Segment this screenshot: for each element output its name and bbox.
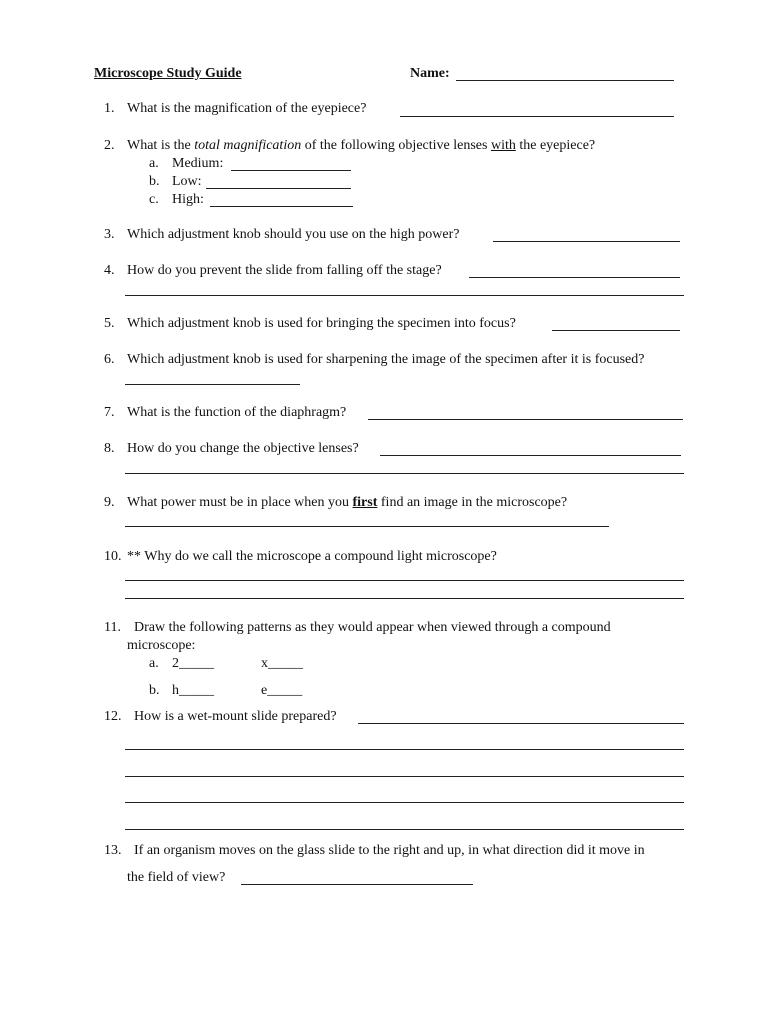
question-12-number: 12. [104, 709, 122, 724]
question-10-answer-line-2[interactable] [125, 598, 684, 599]
question-13-text-line1: If an organism moves on the glass slide to the right and up, in what direction did it move in [134, 843, 645, 858]
question-2-number: 2. [104, 138, 115, 153]
question-13-answer-line[interactable] [241, 884, 473, 885]
question-12-text: How is a wet-mount slide prepared? [134, 709, 337, 724]
question-12-answer-line-4[interactable] [125, 802, 684, 803]
question-11b-pattern-2[interactable]: e_____ [261, 683, 303, 698]
question-2-text-pre: What is the [127, 138, 195, 153]
question-10-answer-line[interactable] [125, 580, 684, 581]
question-12-answer-line[interactable] [358, 723, 684, 724]
question-11a-pattern-2[interactable]: x_____ [261, 656, 303, 671]
question-9-text [127, 495, 567, 511]
question-1-number: 1. [104, 101, 115, 116]
question-4-answer-line[interactable] [469, 277, 680, 278]
question-7-answer-line[interactable] [368, 419, 683, 420]
question-9-number: 9. [104, 495, 115, 510]
question-1-text: What is the magnification of the eyepiece? [127, 101, 367, 116]
question-1-answer-line[interactable] [400, 116, 674, 117]
question-10-number: 10. [104, 549, 122, 564]
question-12-answer-line-5[interactable] [125, 829, 684, 830]
question-4-number: 4. [104, 263, 115, 278]
question-8-answer-line[interactable] [380, 455, 681, 456]
question-11a-letter: a. [149, 656, 159, 671]
question-13-number: 13. [104, 843, 122, 858]
question-11b-letter: b. [149, 683, 160, 698]
question-2c-letter: c. [149, 192, 159, 207]
question-12-answer-line-3[interactable] [125, 776, 684, 777]
question-2b-answer-line[interactable] [206, 188, 351, 189]
question-5-text: Which adjustment knob is used for bringing the specimen into focus? [127, 316, 516, 331]
question-10-text: ** Why do we call the microscope a compound light microscope? [127, 549, 497, 564]
question-3-answer-line[interactable] [493, 241, 680, 242]
page-title: Microscope Study Guide [94, 66, 242, 81]
question-6-answer-line[interactable] [125, 384, 300, 385]
question-6-text: Which adjustment knob is used for sharpening the image of the specimen after it is focused? [127, 352, 645, 367]
question-2b-label: Low: [172, 174, 202, 189]
question-13-text-line2: the field of view? [127, 870, 226, 885]
question-2-text-post: the eyepiece? [515, 138, 596, 153]
question-11b-pattern-1[interactable]: h_____ [172, 683, 214, 698]
question-2b-letter: b. [149, 174, 160, 189]
question-11-text-line1: Draw the following patterns as they would appear when viewed through a compound [134, 620, 611, 635]
question-2a-label: Medium: [172, 156, 224, 171]
question-7-text: What is the function of the diaphragm? [127, 405, 347, 420]
question-3-number: 3. [104, 227, 115, 242]
question-4-text: How do you prevent the slide from falling off the stage? [127, 263, 442, 278]
question-7-number: 7. [104, 405, 115, 420]
question-9-answer-line[interactable] [125, 526, 609, 527]
question-2c-label: High: [172, 192, 204, 207]
question-11a-pattern-1[interactable]: 2_____ [172, 656, 214, 671]
question-8-answer-line-2[interactable] [125, 473, 684, 474]
question-9-text-pre: What power must be in place when you [127, 495, 353, 510]
question-2c-answer-line[interactable] [210, 206, 353, 207]
question-8-number: 8. [104, 441, 115, 456]
question-9-bold: first [352, 495, 378, 510]
question-5-number: 5. [104, 316, 115, 331]
question-2-text-mid: of the following objective lenses [301, 138, 491, 153]
name-label: Name: [410, 66, 450, 81]
question-11-number: 11. [104, 620, 121, 635]
question-5-answer-line[interactable] [552, 330, 680, 331]
question-4-answer-line-2[interactable] [125, 295, 684, 296]
question-8-text: How do you change the objective lenses? [127, 441, 359, 456]
question-3-text: Which adjustment knob should you use on the high power? [127, 227, 460, 242]
question-2-text [127, 138, 595, 154]
question-2-italic: total magnification [194, 138, 302, 153]
question-2a-answer-line[interactable] [231, 170, 351, 171]
name-answer-line[interactable] [456, 80, 674, 81]
question-12-answer-line-2[interactable] [125, 749, 684, 750]
question-9-text-post: find an image in the microscope? [377, 495, 568, 510]
question-6-number: 6. [104, 352, 115, 367]
question-11-text-line2: microscope: [127, 638, 196, 653]
question-2a-letter: a. [149, 156, 159, 171]
question-2-underline: with [490, 138, 516, 153]
